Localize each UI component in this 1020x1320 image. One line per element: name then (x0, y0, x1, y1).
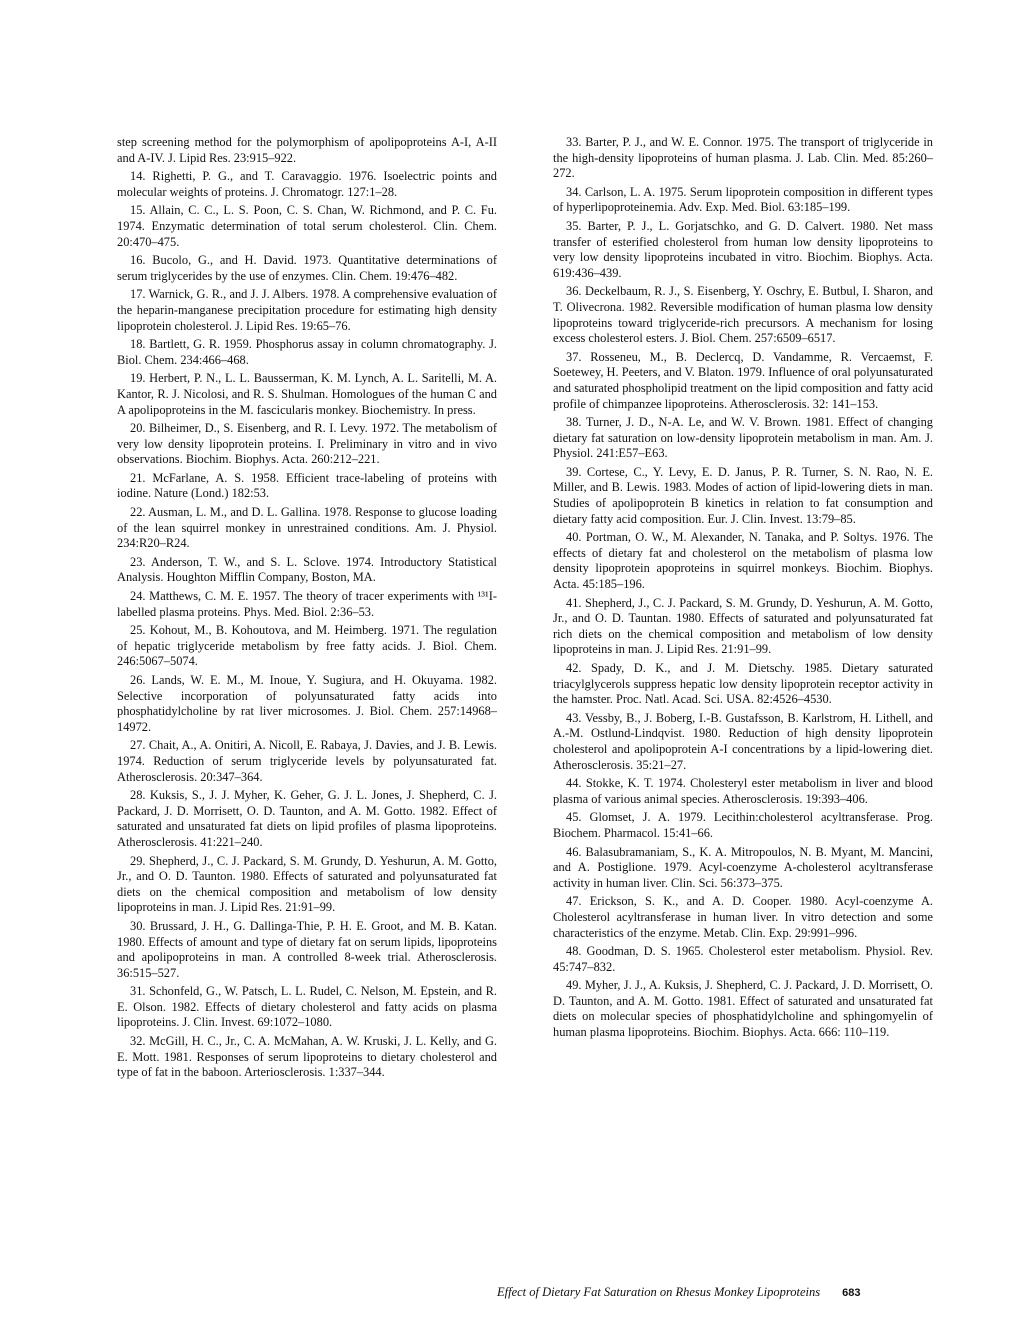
reference-entry: 28. Kuksis, S., J. J. Myher, K. Geher, G. J. L. Jones, J. Shepherd, C. J. Packard, J. D. Morrisett, O. D. Taunton, and A. M. Gotto. 1982. Effect of saturated and unsaturated fat diets on lipid profiles of plasma lipoproteins. Atherosclerosis. 41:221–240. (117, 788, 497, 849)
reference-entry: 32. McGill, H. C., Jr., C. A. McMahan, A. W. Kruski, J. L. Kelly, and G. E. Mott. 1981. Responses of serum lipoproteins to dietary cholesterol and type of fat in the baboon. Arteriosclerosis. 1:337–344. (117, 1034, 497, 1080)
reference-entry: 15. Allain, C. C., L. S. Poon, C. S. Chan, W. Richmond, and P. C. Fu. 1974. Enzymatic determination of total serum cholesterol. Clin. Chem. 20:470–475. (117, 203, 497, 249)
reference-entry: step screening method for the polymorphism of apolipoproteins A-I, A-II and A-IV. J. Lipid Res. 23:915–922. (117, 135, 497, 165)
reference-entry: 26. Lands, W. E. M., M. Inoue, Y. Sugiura, and H. Okuyama. 1982. Selective incorporation of polyunsaturated fatty acids into phosphatidylcholine by rat liver microsomes. J. Biol. Chem. 257:14968–14972. (117, 673, 497, 734)
reference-entry: 44. Stokke, K. T. 1974. Cholesteryl ester metabolism in liver and blood plasma of various animal species. Atherosclerosis. 19:393–406. (553, 776, 933, 806)
reference-entry: 27. Chait, A., A. Onitiri, A. Nicoll, E. Rabaya, J. Davies, and J. B. Lewis. 1974. Reduction of serum triglyceride levels by polyunsaturated fat. Atherosclerosis. 20:347–364. (117, 738, 497, 784)
reference-entry: 29. Shepherd, J., C. J. Packard, S. M. Grundy, D. Yeshurun, A. M. Gotto, Jr., and O. D. Taunton. 1980. Effects of saturated and polyunsaturated fat diets on the chemical composition and metabolism of low density lipoproteins in man. J. Lipid Res. 21:91–99. (117, 853, 497, 915)
reference-entry: 23. Anderson, T. W., and S. L. Sclove. 1974. Introductory Statistical Analysis. Houghton Mifflin Company, Boston, MA. (117, 554, 497, 585)
reference-entry: 38. Turner, J. D., N-A. Le, and W. V. Brown. 1981. Effect of changing dietary fat saturation on low-density lipoprotein metabolism in man. Am. J. Physiol. 241:E57–E63. (553, 415, 933, 461)
reference-entry: 22. Ausman, L. M., and D. L. Gallina. 1978. Response to glucose loading of the lean squirrel monkey in unrestrained conditions. Am. J. Physiol. 234:R20–R24. (117, 505, 497, 551)
reference-entry: 49. Myher, J. J., A. Kuksis, J. Shepherd, C. J. Packard, J. D. Morrisett, O. D. Taunton, and A. M. Gotto. 1981. Effect of saturated and unsaturated fat diets on molecular species of phosphatidylcholine and sphingomyelin of human plasma lipoproteins. Biochim. Biophys. Acta. 666: 110–119. (553, 978, 933, 1040)
reference-entry: 46. Balasubramaniam, S., K. A. Mitropoulos, N. B. Myant, M. Mancini, and A. Postiglione. 1979. Acyl-coenzyme A-cholesterol acyltransferase activity in human liver. Clin. Sci. 56:373–375. (553, 844, 933, 890)
reference-entry: 36. Deckelbaum, R. J., S. Eisenberg, Y. Oschry, E. Butbul, I. Sharon, and T. Olivecrona. 1982. Reversible modification of human plasma low density lipoproteins toward triglyceride-rich precursors. A mechanism for losing excess cholesterol esters. J. Biol. Chem. 257:6509–6517. (553, 284, 933, 346)
reference-entry: 43. Vessby, B., J. Boberg, I.-B. Gustafsson, B. Karlstrom, H. Lithell, and A.-M. Ostlund-Lindqvist. 1980. Reduction of high density lipoprotein cholesterol and apolipoprotein A-I concentrations by a lipid-lowering diet. Atherosclerosis. 35:21–27. (553, 710, 933, 772)
reference-entry: 14. Righetti, P. G., and T. Caravaggio. 1976. Isoelectric points and molecular weights of proteins. J. Chromatogr. 127:1–28. (117, 169, 497, 199)
reference-entry: 31. Schonfeld, G., W. Patsch, L. L. Rudel, C. Nelson, M. Epstein, and R. E. Olson. 1982. Effects of dietary cholesterol and fatty acids on plasma lipoproteins. J. Clin. Invest. 69:1072–1080. (117, 984, 497, 1030)
reference-entry: 24. Matthews, C. M. E. 1957. The theory of tracer experiments with ¹³¹I-labelled plasma proteins. Phys. Med. Biol. 2:36–53. (117, 589, 497, 619)
reference-entry: 37. Rosseneu, M., B. Declercq, D. Vandamme, R. Vercaemst, F. Soetewey, H. Peeters, and V. Blaton. 1979. Influence of oral polyunsaturated and saturated phospholipid treatment on the lipid composition and fatty acid profile of chimpanzee lipoproteins. Atherosclerosis. 32: 141–153. (553, 349, 933, 411)
reference-entry: 33. Barter, P. J., and W. E. Connor. 1975. The transport of triglyceride in the high-density lipoproteins of human plasma. J. Lab. Clin. Med. 85:260–272. (553, 135, 933, 181)
reference-entry: 21. McFarlane, A. S. 1958. Efficient trace-labeling of proteins with iodine. Nature (Lond.) 182:53. (117, 470, 497, 501)
right-column (553, 135, 933, 1044)
reference-entry: 25. Kohout, M., B. Kohoutova, and M. Heimberg. 1971. The regulation of hepatic triglyceride metabolism by free fatty acids. J. Biol. Chem. 246:5067–5074. (117, 623, 497, 669)
reference-entry: 34. Carlson, L. A. 1975. Serum lipoprotein composition in different types of hyperlipoproteinemia. Adv. Exp. Med. Biol. 63:185–199. (553, 184, 933, 215)
reference-entry: 35. Barter, P. J., L. Gorjatschko, and G. D. Calvert. 1980. Net mass transfer of esterified cholesterol from human low density lipoproteins to very low density lipoproteins incubated in vitro. Biochim. Biophys. Acta. 619:436–439. (553, 218, 933, 280)
reference-entry: 16. Bucolo, G., and H. David. 1973. Quantitative determinations of serum triglycerides by the use of enzymes. Clin. Chem. 19:476–482. (117, 253, 497, 283)
reference-entry: 17. Warnick, G. R., and J. J. Albers. 1978. A comprehensive evaluation of the heparin-manganese precipitation procedure for estimating high density lipoprotein cholesterol. J. Lipid Res. 19:65–76. (117, 287, 497, 333)
running-title: Effect of Dietary Fat Saturation on Rhesus Monkey Lipoproteins (497, 1285, 821, 1299)
reference-entry: 19. Herbert, P. N., L. L. Bausserman, K. M. Lynch, A. L. Saritelli, M. A. Kantor, R. J. Nicolosi, and R. S. Shulman. Homologues of the human C and A apolipoproteins in the M. fascicularis monkey. Biochemistry. In press. (117, 371, 497, 417)
reference-entry: 40. Portman, O. W., M. Alexander, N. Tanaka, and P. Soltys. 1976. The effects of dietary fat and cholesterol on the metabolism of plasma low density lipoprotein apoproteins in squirrel monkeys. Biochim. Biophys. Acta. 45:185–196. (553, 530, 933, 592)
reference-entry: 39. Cortese, C., Y. Levy, E. D. Janus, P. R. Turner, S. N. Rao, N. E. Miller, and B. Lewis. 1983. Modes of action of lipid-lowering diets in man. Studies of apolipoprotein B kinetics in relation to fat consumption and dietary fatty acid composition. Eur. J. Clin. Invest. 13:79–85. (553, 464, 933, 526)
reference-entry: 48. Goodman, D. S. 1965. Cholesterol ester metabolism. Physiol. Rev. 45:747–832. (553, 944, 933, 974)
page-footer (497, 1285, 917, 1300)
left-column (117, 135, 497, 1084)
reference-entry: 30. Brussard, J. H., G. Dallinga-Thie, P. H. E. Groot, and M. B. Katan. 1980. Effects of amount and type of dietary fat on serum lipids, lipoproteins and apolipoproteins in man. A controlled 8-week trial. Atherosclerosis. 36:515–527. (117, 918, 497, 980)
reference-entry: 18. Bartlett, G. R. 1959. Phosphorus assay in column chromatography. J. Biol. Chem. 234:466–468. (117, 337, 497, 367)
reference-entry: 20. Bilheimer, D., S. Eisenberg, and R. I. Levy. 1972. The metabolism of very low density lipoprotein proteins. I. Preliminary in vitro and in vivo observations. Biochim. Biophys. Acta. 260:212–221. (117, 421, 497, 467)
reference-entry: 45. Glomset, J. A. 1979. Lecithin:cholesterol acyltransferase. Prog. Biochem. Pharmacol. 15:41–66. (553, 810, 933, 840)
page-number: 683 (842, 1287, 861, 1299)
reference-entry: 42. Spady, D. K., and J. M. Dietschy. 1985. Dietary saturated triacylglycerols suppress hepatic low density lipoprotein receptor activity in the hamster. Proc. Natl. Acad. Sci. USA. 82:4526–4530. (553, 661, 933, 707)
reference-entry: 47. Erickson, S. K., and A. D. Cooper. 1980. Acyl-coenzyme A. Cholesterol acyltransferase in human liver. In vitro detection and some characteristics of the enzyme. Metab. Clin. Exp. 29:991–996. (553, 894, 933, 940)
reference-entry: 41. Shepherd, J., C. J. Packard, S. M. Grundy, D. Yeshurun, A. M. Gotto, Jr., and O. D. Tauntan. 1980. Effects of saturated and polyunsaturated fat rich diets on the chemical composition and metabolism of low density lipoproteins in man. J. Lipid Res. 21:91–99. (553, 595, 933, 657)
